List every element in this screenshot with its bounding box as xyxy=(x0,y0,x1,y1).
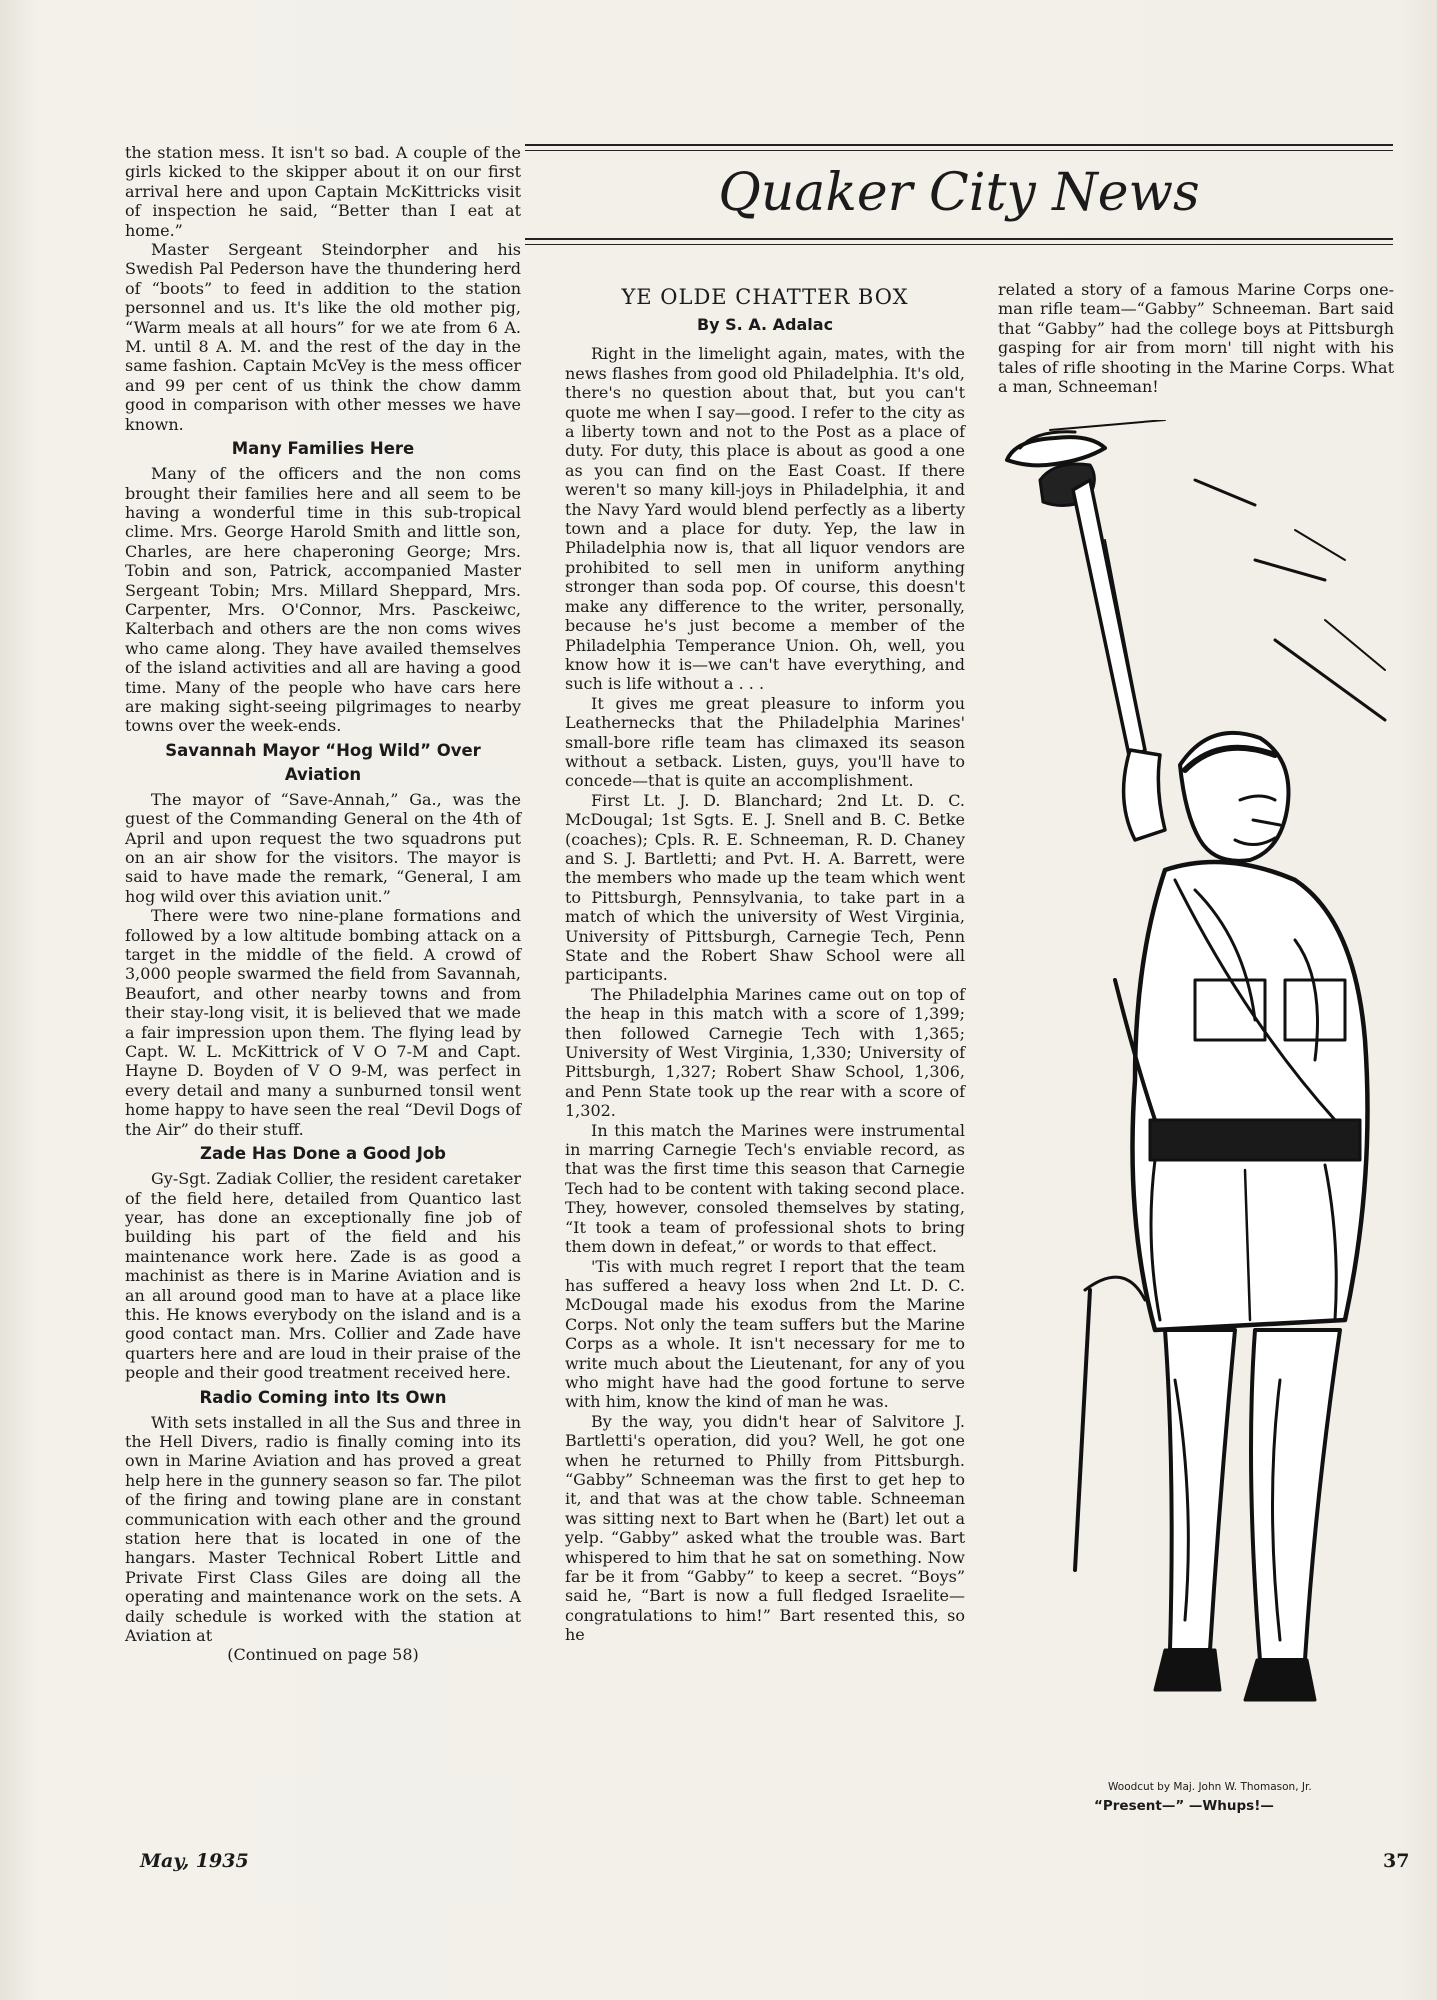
right-column xyxy=(998,280,1394,396)
continued-note: (Continued on page 58) xyxy=(227,1645,419,1665)
paragraph: 'Tis with much regret I report that the team has suffered a heavy loss when 2nd Lt. D. C. McDougal made his exodus from the Marine Corps. Not only the team suffers but the Marine Corps as a whole. It isn't necessary for me to write much about the Lieutenant, for any of you who might have had the good fortune to serve with him, know the kind of man he was. xyxy=(565,1256,965,1412)
woodcut-caption: “Present—” —Whups!— xyxy=(1094,1798,1274,1814)
paragraph: By the way, you didn't hear of Salvitore J. Bartletti's operation, did you? Well, he got one when he returned to Philly from Pittsburgh. “Gabby” Schneeman was the first to get hep to it, and that was at the chow table. Schneeman was sitting next to Bart when he (Bart) let out a yelp. “Gabby” asked what the trouble was. Bart whispered to him that he sat on something. Now far be it from “Gabby” to keep a secret. “Boys” said he, “Bart is now a full fledged Israelite—congratulations to him!” Bart resented this, so he xyxy=(565,1411,965,1645)
paragraph: In this match the Marines were instrumental in marring Carnegie Tech's enviable record, as that was the first time this season that Carnegie Tech had to be content with taking second place. They, however, consoled themselves by stating, “It took a team of professional shots to bring them down in defeat,” or words to that effect. xyxy=(565,1120,965,1257)
paragraph: The mayor of “Save-Annah,” Ga., was the guest of the Commanding General on the 4th of April and upon request the two squadrons put on an air show for the visitors. The mayor is said to have made the remark, “General, I am hog wild over this aviation unit.” xyxy=(125,789,521,906)
section-heading: Many Families Here xyxy=(231,439,415,459)
paragraph: Gy-Sgt. Zadiak Collier, the resident caretaker of the field here, detailed from Quantico last year, has done an exceptionally fine job of building his part of the field and his maintenance work here. Zade is as good a machinist as there is in Marine Aviation and is an all around good man to have at a place like this. He knows everybody on the island and is a good contact man. Mrs. Collier and Zade have quarters here and are loud in their praise of the people and their good treatment received here. xyxy=(125,1169,521,1383)
masthead-bottom-rule-thin xyxy=(525,244,1393,245)
left-column xyxy=(125,143,521,1665)
paragraph: First Lt. J. D. Blanchard; 2nd Lt. D. C. McDougal; 1st Sgts. E. J. Snell and B. C. Betke (coaches); Cpls. R. E. Schneeman, R. D. Chaney and S. J. Bartletti; and Pvt. H. A. Barrett, were the members who made up the team which went to Pittsburgh, Pennsylvania, to take part in a match of which the university of West Virginia, University of Pittsburgh, Carnegie Tech, Penn State and the Robert Shaw School were all participants. xyxy=(565,790,965,985)
section-heading: Savannah Mayor “Hog Wild” Over Aviation xyxy=(165,740,481,784)
masthead-top-rule-thin xyxy=(525,150,1393,151)
section-heading: Radio Coming into Its Own xyxy=(199,1387,447,1407)
paragraph: The Philadelphia Marines came out on top of the heap in this match with a score of 1,399; then followed Carnegie Tech with 1,365; University of West Virginia, 1,330; University of Pittsburgh, 1,327; Robert Shaw School, 1,306, and Penn State took up the rear with a score of 1,302. xyxy=(565,984,965,1121)
masthead-bottom-rule xyxy=(525,238,1393,240)
paragraph: Many of the officers and the non coms brought their families here and all seem to be having a wonderful time in this sub-tropical clime. Mrs. George Harold Smith and little son, Charles, are here chaperoning George; Mrs. Tobin and son, Patrick, accompanied Master Sergeant Tobin; Mrs. Millard Sheppard, Mrs. Carpenter, Mrs. O'Connor, Mrs. Pasckeiwc, Kalterbach and others are the non coms wives who came along. They have availed themselves of the island activities and all are having a good time. Many of the people who have cars here are making sight-seeing pilgrimages to nearby towns over the week-ends. xyxy=(125,464,521,736)
section-heading: Zade Has Done a Good Job xyxy=(199,1144,446,1164)
woodcut-illustration xyxy=(995,420,1395,1770)
masthead-top-rule xyxy=(525,144,1393,146)
paragraph: related a story of a famous Marine Corps one-man rifle team—“Gabby” Schneeman. Bart said that “Gabby” had the college boys at Pittsburgh gasping for air from morn' till night with his tales of rifle shooting in the Marine Corps. What a man, Schneeman! xyxy=(998,280,1394,397)
paragraph: There were two nine-plane formations and followed by a low altitude bombing attack on a target in the middle of the field. A crowd of 3,000 people swarmed the field from Savannah, Beaufort, and other nearby towns and from their stay-long visit, it is believed that we made a fair impression upon them. The flying lead by Capt. W. L. McKittrick of V O 7-M and Capt. Hayne D. Boyden of V O 9-M, was perfect in every detail and many a sunburned tonsil went home happy to have seen the real “Devil Dogs of the Air” do their stuff. xyxy=(125,906,521,1139)
paragraph: Master Sergeant Steindorpher and his Swedish Pal Pederson have the thundering herd of “boots” to feed in addition to the station personnel and us. It's like the old mother pig, “Warm meals at all hours” for we ate from 6 A. M. until 8 A. M. and the rest of the day in the same fashion. Captain McVey is the mess officer and 99 per cent of us think the chow damm good in comparison with other messes we have known. xyxy=(125,240,521,434)
page-number: 37 xyxy=(1383,1850,1410,1872)
paragraph: Right in the limelight again, mates, with the news flashes from good old Philadelphia. It's old, there's no question about that, but you can't quote me when I say—good. I refer to the city as a liberty town and not to the Post as a place of duty. For duty, this place is about as good a one as you can find on the East Coast. If there weren't so many kill-joys in Philadelphia, it and the Navy Yard would blend perfectly as a liberty town and a place for duty. Yep, the law in Philadelphia now is, that all liquor vendors are prohibited to sell men in uniform anything stronger than soda pop. Of course, this doesn't make any difference to the writer, personally, because he's just become a member of the Philadelphia Temperance Union. Oh, well, you know how it is—we can't have everything, and such is life without a . . . xyxy=(565,344,965,694)
masthead-title: Quaker City News xyxy=(718,163,1200,223)
paragraph: It gives me great pleasure to inform you Leathernecks that the Philadelphia Marines' small-bore rifle team has climaxed its season without a setback. Listen, guys, you'll have to concede—that is quite an accomplishment. xyxy=(565,693,965,791)
middle-column xyxy=(565,283,965,1645)
paragraph: the station mess. It isn't so bad. A couple of the girls kicked to the skipper about it on our first arrival here and upon Captain McKittricks visit of inspection he said, “Better than I eat at home.” xyxy=(125,143,521,240)
article-title: YE OLDE CHATTER BOX xyxy=(621,285,909,309)
article-byline: By S. A. Adalac xyxy=(696,315,834,334)
paragraph: With sets installed in all the Sus and three in the Hell Divers, radio is finally coming into its own in Marine Aviation and has proved a great help here in the gunnery season so far. The pilot of the firing and towing plane are in constant communication with each other and the ground station here that is located in one of the hangars. Master Technical Robert Little and Private First Class Giles are doing all the operating and maintenance work on the sets. A daily schedule is worked with the station at Aviation at xyxy=(125,1412,521,1646)
issue-date: May, 1935 xyxy=(140,1850,249,1872)
woodcut-credit: Woodcut by Maj. John W. Thomason, Jr. xyxy=(1108,1781,1312,1793)
